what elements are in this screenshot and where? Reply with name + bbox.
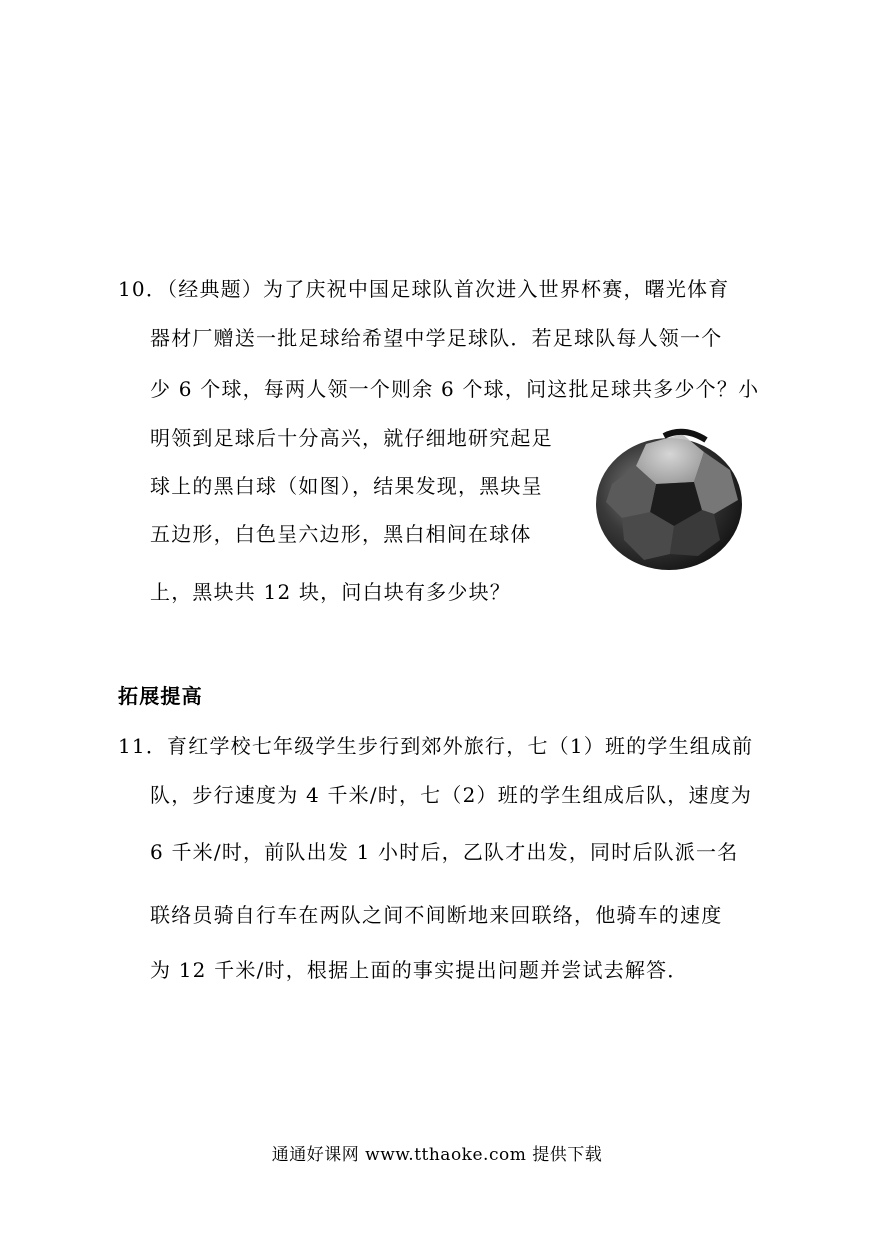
problem-10-line-2: 器材厂赠送一批足球给希望中学足球队．若足球队每人领一个 [150, 326, 723, 350]
problem-11-line-5: 为 12 千米/时，根据上面的事实提出问题并尝试去解答． [150, 958, 689, 982]
problem-10-line-4: 明领到足球后十分高兴，就仔细地研究起足 [150, 426, 553, 450]
problem-11-line-3: 6 千米/时，前队出发 1 小时后，乙队才出发，同时后队派一名 [150, 840, 739, 864]
section-heading: 拓展提高 [118, 684, 203, 708]
soccer-ball-image [594, 422, 744, 572]
footer-text: 通通好课网 www.tthaoke.com 提供下载 [271, 1145, 603, 1165]
problem-10-line-6: 五边形，白色呈六边形，黑白相间在球体 [150, 522, 532, 546]
problem-10-line-3: 少 6 个球，每两人领一个则余 6 个球，问这批足球共多少个？小 [150, 377, 760, 401]
problem-10-line-1: 10．（经典题）为了庆祝中国足球队首次进入世界杯赛，曙光体育 [118, 277, 730, 301]
problem-11-line-1: 11．育红学校七年级学生步行到郊外旅行，七（1）班的学生组成前 [118, 734, 754, 758]
problem-10-line-7: 上，黑块共 12 块，问白块有多少块？ [150, 580, 511, 604]
problem-11-line-4: 联络员骑自行车在两队之间不间断地来回联络，他骑车的速度 [150, 903, 723, 927]
problem-11-line-2: 队，步行速度为 4 千米/时，七（2）班的学生组成后队，速度为 [150, 783, 753, 807]
problem-10-line-5: 球上的黑白球（如图），结果发现，黑块呈 [150, 474, 543, 498]
